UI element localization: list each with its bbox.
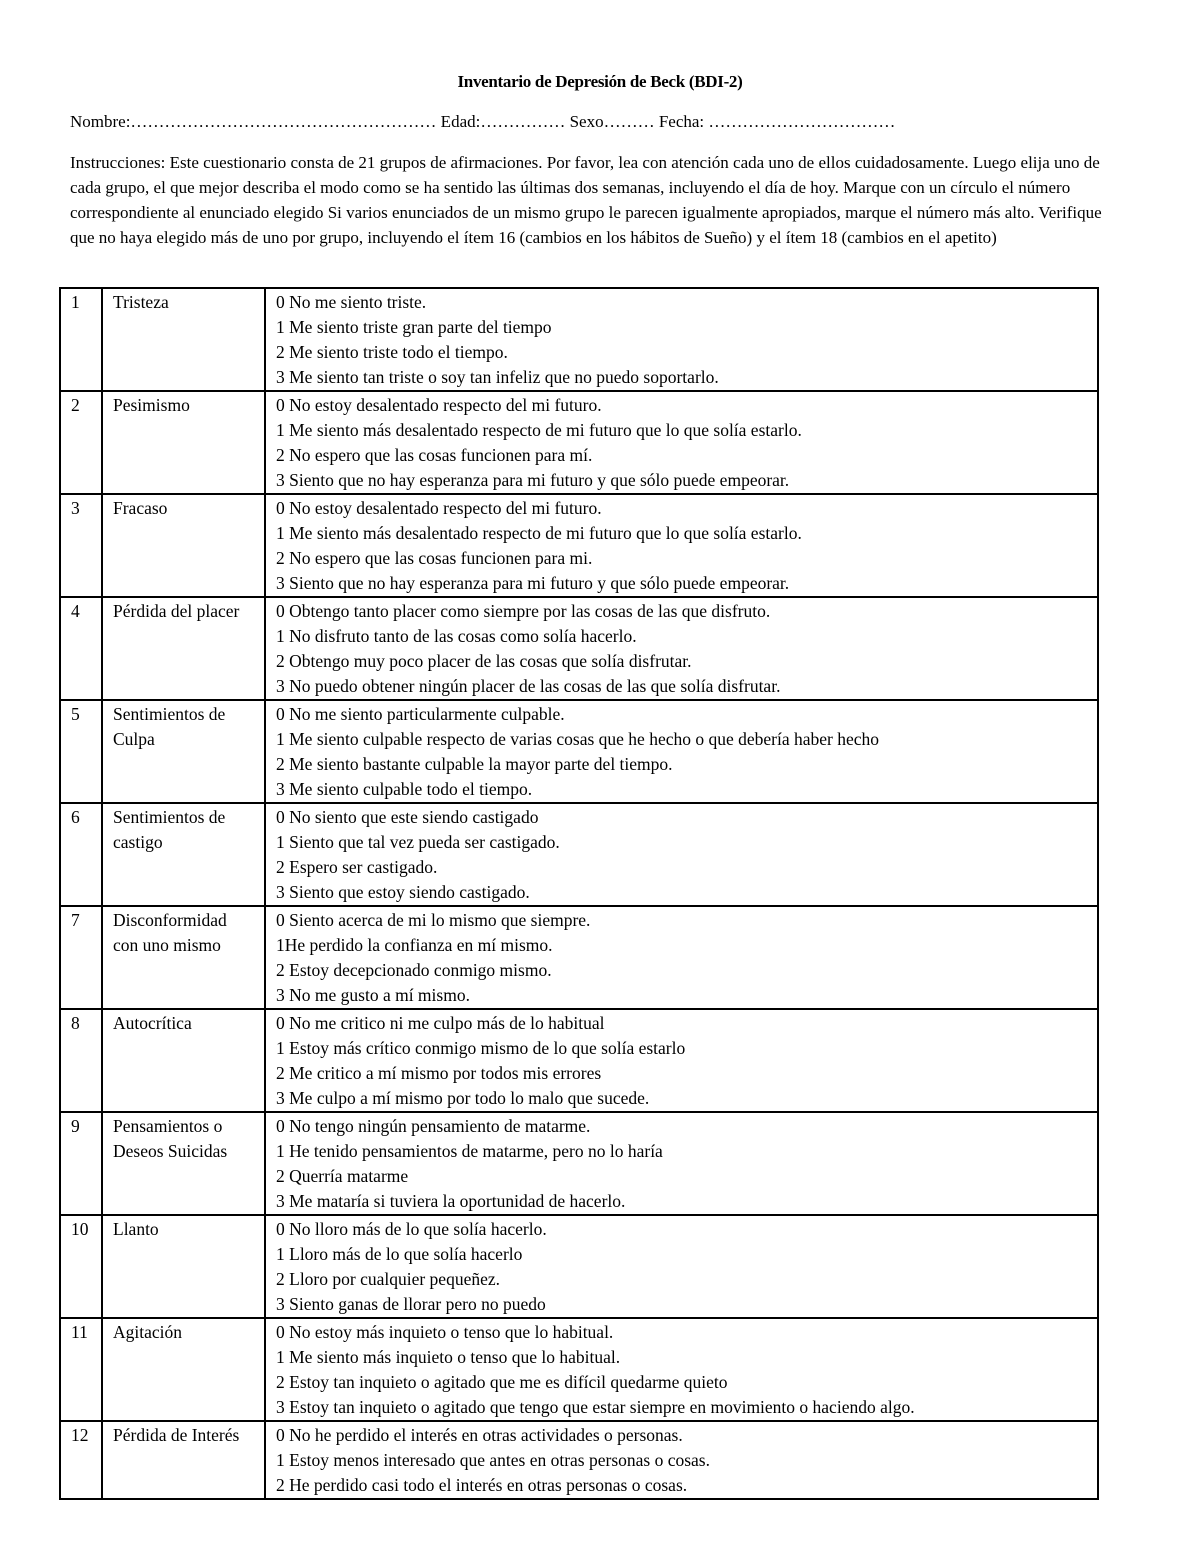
- item-number: 4: [60, 597, 102, 700]
- item-options: [265, 1318, 1098, 1421]
- item-category: Autocrítica: [102, 1009, 265, 1112]
- instructions: Instrucciones: Este cuestionario consta de 21 grupos de afirmaciones. Por favor, lea con atención cada uno de ellos cuidadosamente. Luego elija uno de cada grupo, el que mejor describa el modo como se ha sentido las últimas dos semanas, incluyendo el día de hoy. Marque con un círculo el número correspondiente al enunciado elegido Si varios enunciados de un mismo grupo le parecen igualmente apropiados, marque el número más alto. Verifique que no haya elegido más de uno por grupo, incluyendo el ítem 16 (cambios en los hábitos de Sueño) y el ítem 18 (cambios en el apetito): [70, 153, 1102, 247]
- item-number: 3: [60, 494, 102, 597]
- item-option: 0 No lloro más de lo que solía hacerlo.: [276, 1219, 547, 1239]
- item-option: 2 Lloro por cualquier pequeñez.: [276, 1269, 501, 1289]
- item-option: 2 Estoy decepcionado conmigo mismo.: [276, 960, 552, 980]
- item-option: 2 He perdido casi todo el interés en otras personas o cosas.: [276, 1475, 688, 1495]
- item-option: 0 No estoy más inquieto o tenso que lo habitual.: [276, 1322, 614, 1342]
- item-option: 2 Querría matarme: [276, 1166, 409, 1186]
- item-options: [265, 1009, 1098, 1112]
- item-row: [60, 700, 1098, 803]
- item-number: 6: [60, 803, 102, 906]
- item-number: 5: [60, 700, 102, 803]
- item-option: 3 Siento ganas de llorar pero no puedo: [276, 1294, 546, 1314]
- item-options: [265, 1112, 1098, 1215]
- item-option: 2 Espero ser castigado.: [276, 857, 438, 877]
- item-option: 1 Me siento más inquieto o tenso que lo habitual.: [276, 1347, 621, 1367]
- item-category: Disconformidad con uno mismo: [102, 906, 265, 1009]
- item-category: Fracaso: [102, 494, 265, 597]
- item-options: [265, 700, 1098, 803]
- item-option: 3 Siento que estoy siendo castigado.: [276, 882, 530, 902]
- respondent-fields: Nombre:……………………………………………… Edad:…………… Sexo……… Fecha: ……………………………: [70, 112, 896, 131]
- item-row: [60, 597, 1098, 700]
- item-option: 2 Estoy tan inquieto o agitado que me es difícil quedarme quieto: [276, 1372, 728, 1392]
- item-option: 2 Obtengo muy poco placer de las cosas que solía disfrutar.: [276, 651, 692, 671]
- item-row: [60, 1215, 1098, 1318]
- item-option: 1 Siento que tal vez pueda ser castigado.: [276, 832, 560, 852]
- item-options: [265, 494, 1098, 597]
- item-option: 0 Obtengo tanto placer como siempre por las cosas de las que disfruto.: [276, 601, 771, 621]
- item-option: 1 Estoy más crítico conmigo mismo de lo que solía estarlo: [276, 1038, 686, 1058]
- item-option: 1 Me siento más desalentado respecto de mi futuro que lo que solía estarlo.: [276, 523, 802, 543]
- item-option: 0 Siento acerca de mi lo mismo que siempre.: [276, 910, 591, 930]
- item-row: [60, 803, 1098, 906]
- item-option: 3 Siento que no hay esperanza para mi futuro y que sólo puede empeorar.: [276, 470, 790, 490]
- item-options: [265, 391, 1098, 494]
- item-number: 1: [60, 288, 102, 391]
- item-option: 2 Me critico a mí mismo por todos mis errores: [276, 1063, 602, 1083]
- item-option: 2 Me siento triste todo el tiempo.: [276, 342, 508, 362]
- item-row: [60, 1112, 1098, 1215]
- item-row: [60, 1009, 1098, 1112]
- item-option: 1 Me siento triste gran parte del tiempo: [276, 317, 552, 337]
- item-number: 12: [60, 1421, 102, 1499]
- item-option: 0 No estoy desalentado respecto del mi futuro.: [276, 498, 602, 518]
- item-option: 3 Me siento culpable todo el tiempo.: [276, 779, 533, 799]
- item-number: 8: [60, 1009, 102, 1112]
- item-option: 0 No siento que este siendo castigado: [276, 807, 539, 827]
- item-option: 3 Estoy tan inquieto o agitado que tengo que estar siempre en movimiento o haciendo algo.: [276, 1397, 915, 1417]
- item-row: [60, 391, 1098, 494]
- item-option: 2 No espero que las cosas funcionen para mí.: [276, 445, 593, 465]
- item-option: 1He perdido la confianza en mí mismo.: [276, 935, 553, 955]
- item-option: 2 No espero que las cosas funcionen para mi.: [276, 548, 593, 568]
- item-option: 1 Estoy menos interesado que antes en otras personas o cosas.: [276, 1450, 710, 1470]
- item-number: 7: [60, 906, 102, 1009]
- item-options: [265, 288, 1098, 391]
- item-option: 3 Me siento tan triste o soy tan infeliz que no puedo soportarlo.: [276, 367, 719, 387]
- item-option: 1 Lloro más de lo que solía hacerlo: [276, 1244, 523, 1264]
- item-options: [265, 906, 1098, 1009]
- item-row: [60, 1421, 1098, 1499]
- item-row: [60, 906, 1098, 1009]
- item-category: Sentimientos de Culpa: [102, 700, 265, 803]
- item-option: 1 Me siento más desalentado respecto de mi futuro que lo que solía estarlo.: [276, 420, 802, 440]
- item-number: 2: [60, 391, 102, 494]
- document-title: Inventario de Depresión de Beck (BDI-2): [457, 72, 743, 91]
- item-category: Pesimismo: [102, 391, 265, 494]
- item-number: 11: [60, 1318, 102, 1421]
- item-category: Llanto: [102, 1215, 265, 1318]
- item-option: 0 No he perdido el interés en otras actividades o personas.: [276, 1425, 683, 1445]
- item-category: Pérdida de Interés: [102, 1421, 265, 1499]
- item-option: 0 No tengo ningún pensamiento de matarme.: [276, 1116, 591, 1136]
- item-option: 3 No me gusto a mí mismo.: [276, 985, 470, 1005]
- item-options: [265, 597, 1098, 700]
- item-row: [60, 288, 1098, 391]
- item-option: 2 Me siento bastante culpable la mayor parte del tiempo.: [276, 754, 673, 774]
- item-row: [60, 494, 1098, 597]
- item-category: Sentimientos de castigo: [102, 803, 265, 906]
- item-option: 1 He tenido pensamientos de matarme, pero no lo haría: [276, 1141, 663, 1161]
- bdi-items-table: [59, 287, 1099, 1500]
- item-option: 1 Me siento culpable respecto de varias cosas que he hecho o que debería haber hecho: [276, 729, 880, 749]
- item-category: Agitación: [102, 1318, 265, 1421]
- item-option: 3 Siento que no hay esperanza para mi futuro y que sólo puede empeorar.: [276, 573, 790, 593]
- item-options: [265, 1421, 1098, 1499]
- item-option: 1 No disfruto tanto de las cosas como solía hacerlo.: [276, 626, 637, 646]
- item-category: Tristeza: [102, 288, 265, 391]
- item-option: 0 No estoy desalentado respecto del mi futuro.: [276, 395, 602, 415]
- item-option: 3 No puedo obtener ningún placer de las cosas de las que solía disfrutar.: [276, 676, 781, 696]
- item-option: 0 No me siento triste.: [276, 292, 427, 312]
- item-row: [60, 1318, 1098, 1421]
- item-category: Pérdida del placer: [102, 597, 265, 700]
- item-option: 3 Me mataría si tuviera la oportunidad de hacerlo.: [276, 1191, 626, 1211]
- item-number: 9: [60, 1112, 102, 1215]
- item-number: 10: [60, 1215, 102, 1318]
- item-option: 0 No me siento particularmente culpable.: [276, 704, 565, 724]
- item-option: 0 No me critico ni me culpo más de lo habitual: [276, 1013, 605, 1033]
- item-options: [265, 1215, 1098, 1318]
- item-category: Pensamientos o Deseos Suicidas: [102, 1112, 265, 1215]
- item-option: 3 Me culpo a mí mismo por todo lo malo que sucede.: [276, 1088, 650, 1108]
- item-options: [265, 803, 1098, 906]
